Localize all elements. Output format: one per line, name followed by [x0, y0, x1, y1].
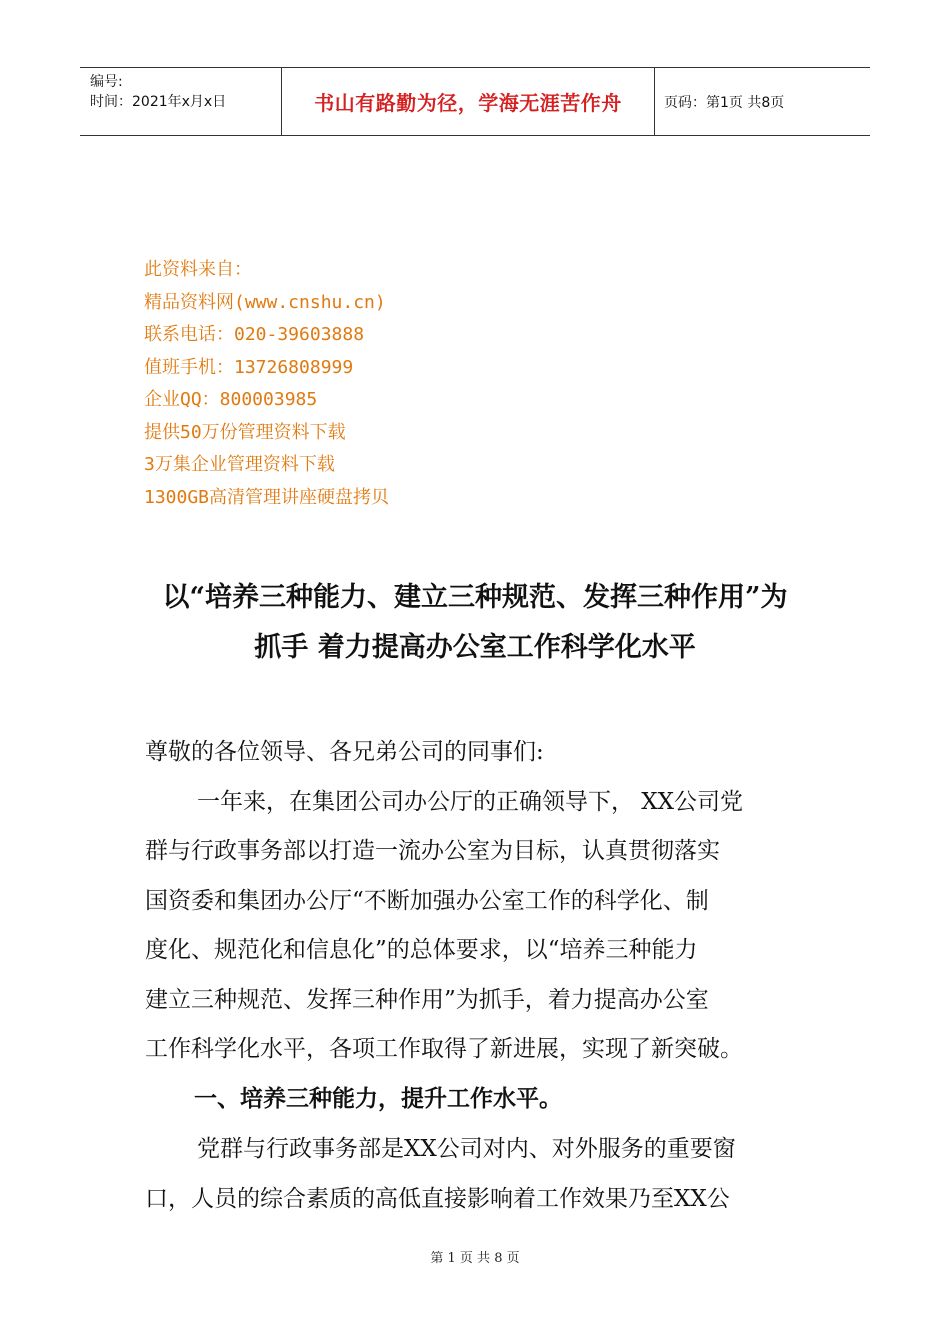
- header-motto: 书山有路勤为径，学海无涯苦作舟: [281, 68, 655, 135]
- ad-line: 提供50万份管理资料下载: [144, 421, 346, 443]
- paragraph-line: 口，人员的综合素质的高低直接影响着工作效果乃至XX公: [145, 1186, 730, 1212]
- document-title-line-1: 以“培养三种能力、建立三种规范、发挥三种作用”为: [162, 582, 788, 613]
- document-time: 时间：2021年x月x日: [90, 94, 227, 110]
- ad-line: 精品资料网(www.cnshu.cn): [144, 291, 386, 313]
- document-number-label: 编号:: [90, 74, 123, 90]
- ad-line: 值班手机：13726808999: [144, 356, 354, 378]
- paragraph-line: 党群与行政事务部是XX公司对内、对外服务的重要窗: [197, 1136, 736, 1162]
- paragraph-line: 度化、规范化和信息化”的总体要求，以“培养三种能力: [145, 937, 698, 963]
- ad-line: 联系电话：020-39603888: [144, 324, 365, 345]
- header-table: [80, 67, 870, 136]
- section-heading: 一、培养三种能力，提升工作水平。: [194, 1085, 562, 1112]
- page-footer: 第 1 页 共 8 页: [430, 1251, 520, 1266]
- header-meta: [80, 68, 281, 135]
- ad-line: 3万集企业管理资料下载: [144, 454, 335, 475]
- paragraph-line: 建立三种规范、发挥三种作用”为抓手，着力提高办公室: [145, 987, 709, 1013]
- ad-line: 企业QQ：800003985: [144, 389, 318, 410]
- header-page-info: 页码：第1页 共8页: [664, 94, 785, 111]
- paragraph-line: 国资委和集团办公厅“不断加强办公室工作的科学化、制: [145, 888, 709, 914]
- paragraph-line: 一年来，在集团公司办公厅的正确领导下， XX公司党: [197, 789, 744, 815]
- ad-line: 此资料来自：: [144, 259, 252, 280]
- paragraph-line: 工作科学化水平，各项工作取得了新进展，实现了新突破。: [145, 1036, 743, 1062]
- salutation: 尊敬的各位领导、各兄弟公司的同事们:: [145, 739, 544, 765]
- ad-block: [144, 254, 389, 514]
- document-title-line-2: 抓手 着力提高办公室工作科学化水平: [254, 632, 696, 663]
- paragraph-line: 群与行政事务部以打造一流办公室为目标，认真贯彻落实: [145, 838, 720, 864]
- ad-line: 1300GB高清管理讲座硬盘拷贝: [144, 486, 390, 508]
